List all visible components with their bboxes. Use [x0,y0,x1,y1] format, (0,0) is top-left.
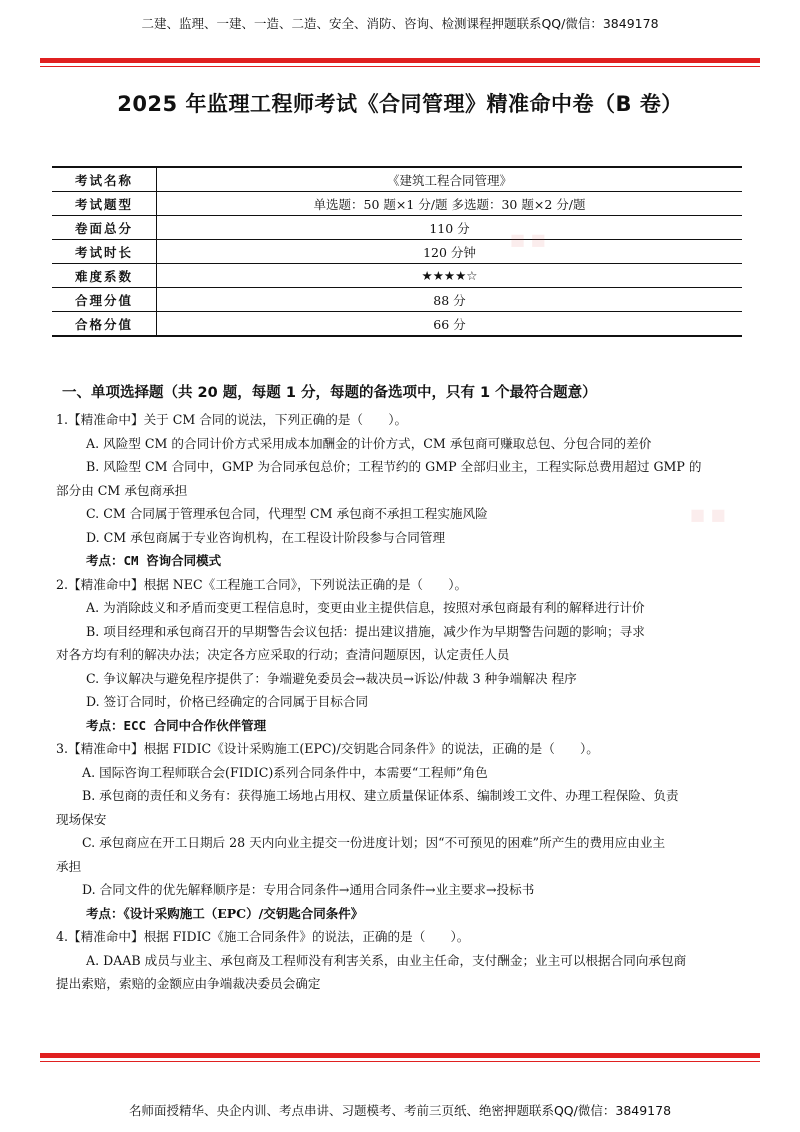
info-row [52,216,742,240]
info-label: 卷面总分 [52,216,157,240]
question-line: 4.【精准命中】根据 FIDIC《施工合同条件》的说法，正确的是（ ）。 [56,929,470,944]
option-line: D. 合同文件的优先解释顺序是：专用合同条件→通用合同条件→业主要求→投标书 [82,882,535,897]
info-value: 《建筑工程合同管理》 [157,167,743,192]
option-line: B. 承包商的责任和义务有：获得施工场地占用权、建立质量保证体系、编制竣工文件、办理工程保险、负责 [82,788,679,803]
option-line: D. CM 承包商属于专业咨询机构，在工程设计阶段参与合同管理 [86,529,446,545]
question-block [56,925,746,996]
question-line: 提出索赔，索赔的金额应由争端裁决委员会确定 [56,976,321,991]
info-value: 单选题：50 题×1 分/题 多选题：30 题×2 分/题 [157,192,743,216]
option-line: C. CM 合同属于管理承包合同，代理型 CM 承包商不承担工程实施风险 [86,506,488,521]
info-row [52,288,742,312]
key-point: 考点：CM 咨询合同模式 [86,553,222,568]
option-line: D. 签订合同时，价格已经确定的合同属于目标合同 [86,694,369,709]
key-point: 考点：ECC 合同中合作伙伴管理 [86,717,267,733]
info-label: 合格分值 [52,312,157,337]
question-block [56,737,746,925]
info-label: 考试时长 [52,240,157,264]
info-row [52,167,742,192]
question-line: 承担 [56,858,82,874]
info-value: ★★★★☆ [157,264,743,288]
info-row [52,312,742,337]
info-value: 88 分 [157,288,743,312]
exam-info-table [52,166,742,337]
option-line: A. DAAB 成员与业主、承包商及工程师没有利害关系，由业主任命，支付酬金；业主可以根据合同向承包商 [86,952,687,968]
watermark-logo: ■ ■ [690,505,726,524]
bottom-contact-banner: 名师面授精华、央企内训、考点串讲、习题模考、考前三页纸、绝密押题联系QQ/微信：3849178 [128,1103,672,1118]
section-heading: 一、单项选择题（共 20 题，每题 1 分，每题的备选项中，只有 1 个最符合题意） [62,385,597,401]
option-line: C. 争议解决与避免程序提供了：争端避免委员会→裁决员→诉讼/仲裁 3 种争端解决 程序 [86,670,577,686]
question-list [56,408,746,996]
top-contact-banner: 二建、监理、一建、一造、二造、安全、消防、咨询、检测课程押题联系QQ/微信：3849178 [141,16,659,31]
bottom-red-rule [40,1053,760,1058]
option-line: A. 风险型 CM 的合同计价方式采用成本加酬金的计价方式，CM 承包商可赚取总包、分包合同的差价 [86,435,652,451]
top-red-rule [40,58,760,63]
info-value: 120 分钟 [157,240,743,264]
option-line: B. 风险型 CM 合同中，GMP 为合同承包总价；工程节约的 GMP 全部归业主，工程实际总费用超过 GMP 的 [86,459,702,474]
key-point: 考点：《设计采购施工（EPC）/交钥匙合同条件》 [86,905,364,921]
option-line: C. 承包商应在开工日期后 28 天内向业主提交一份进度计划；因“不可预见的困难”所产生的费用应由业主 [82,835,666,850]
question-line: 3.【精准命中】根据 FIDIC《设计采购施工(EPC)/交钥匙合同条件》的说法，正确的是（ ）。 [56,741,599,756]
question-line: 2.【精准命中】根据 NEC《工程施工合同》，下列说法正确的是（ ）。 [56,576,468,592]
info-value: 110 分 [157,216,743,240]
question-block [56,408,746,573]
bottom-thin-rule [40,1061,760,1062]
top-thin-rule [40,66,760,67]
question-line: 部分由 CM 承包商承担 [56,482,188,498]
question-block [56,573,746,738]
option-line: B. 项目经理和承包商召开的早期警告会议包括：提出建议措施，减少作为早期警告问题的影响；寻求 [86,623,645,639]
option-line: A. 国际咨询工程师联合会(FIDIC)系列合同条件中，本需要“工程师”角色 [82,764,488,780]
info-label: 考试名称 [52,167,157,192]
info-value: 66 分 [157,312,743,337]
watermark-logo: ■ ■ [510,230,546,249]
info-row [52,240,742,264]
page-title: 2025 年监理工程师考试《合同管理》精准命中卷（B 卷） [117,92,683,116]
info-row [52,264,742,288]
question-line: 对各方均有利的解决办法；决定各方应采取的行动；查清问题原因，认定责任人员 [56,647,510,662]
question-line: 现场保安 [56,811,107,827]
info-label: 考试题型 [52,192,157,216]
info-label: 合理分值 [52,288,157,312]
question-line: 1.【精准命中】关于 CM 合同的说法，下列正确的是（ ）。 [56,412,408,427]
option-line: A. 为消除歧义和矛盾而变更工程信息时，变更由业主提供信息，按照对承包商最有利的解释进行计价 [86,600,645,615]
info-label: 难度系数 [52,264,157,288]
info-row [52,192,742,216]
